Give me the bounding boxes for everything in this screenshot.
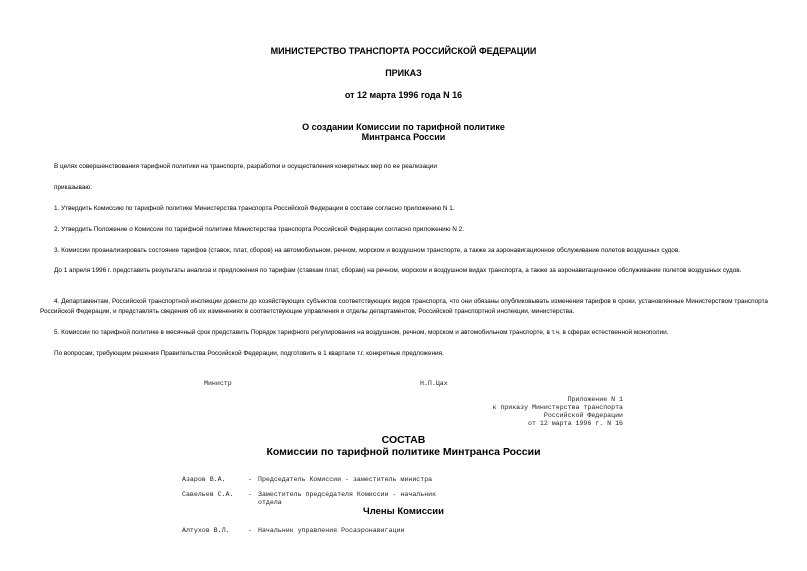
paragraph-6: По вопросам, требующим решения Правительства Российской Федерации, подготовить в 1 квартале т.г. конкретные предложения. (54, 350, 444, 357)
member-role: Заместитель председателя Комиссии - начальник (258, 491, 437, 498)
member-role: Председатель Комиссии - заместитель министра (258, 476, 433, 483)
paragraph-1: 1. Утвердить Комиссию по тарифной политике Министерства транспорта Российской Федерации в составе согласно приложению N 1. (54, 205, 455, 212)
paragraph-4: 4. Департаментам, Российской транспортной инспекции довести до хозяйствующих субъектов соответствующих видов транспорта, что они обязаны опубликовывать изменения тарифов в сроки, установленные Министерством транспорта Российской Федерации, и представлять сведения об их изменениях в соответствующие управления и отделы департаментов, Российской транспортной инспекции, министерства. (40, 298, 768, 315)
ministry-header: МИНИСТЕРСТВО ТРАНСПОРТА РОССИЙСКОЙ ФЕДЕРАЦИИ (270, 46, 537, 56)
paragraph-2: 2. Утвердить Положение о Комиссии по тарифной политике Министерства транспорта Российской Федерации согласно приложению N 2. (54, 226, 465, 233)
member-dash: - (248, 527, 252, 534)
member-name: Савельев С.А. (182, 491, 234, 498)
composition-subtitle: Комиссии по тарифной политике Минтранса России (266, 446, 541, 458)
member-role-cont: отдела (258, 499, 282, 506)
member-name: Алтухов В.Л. (182, 527, 230, 534)
appendix-line2: к приказу Министерства транспорта (492, 404, 623, 411)
member-role: Начальник управления Росаэронавигации (258, 527, 405, 534)
order-date: от 12 марта 1996 года N 16 (344, 90, 463, 100)
paragraph-3: 3. Комиссии проанализировать состояние тарифов (ставок, плат, сборов) на автомобильном, речном, морском и воздушном транспорте, а также за аэронавигационное обслуживание полетов воздушных судов. (54, 247, 681, 254)
paragraph-5: 5. Комиссии по тарифной политике в месячный срок представить Порядок тарифного регулирования на воздушном, речном, морском и автомобильном транспорте, в т.ч. в сферах естественной монополии. (54, 329, 669, 336)
signature-name: Н.П.Цах (420, 380, 448, 387)
composition-title: СОСТАВ (381, 434, 426, 446)
appendix-line3: Российской Федерации (543, 412, 623, 419)
order-header: ПРИКАЗ (385, 68, 422, 78)
members-title: Члены Комиссии (363, 506, 444, 517)
appendix-line1: Приложение N 1 (567, 396, 623, 403)
member-dash: - (248, 476, 252, 483)
member-dash: - (248, 491, 252, 498)
appendix-line4: от 12 марта 1996 г. N 16 (528, 420, 623, 427)
order-word: приказываю: (54, 184, 92, 191)
paragraph-3b: До 1 апреля 1996 г. представить результаты анализа и предложения по тарифам (ставкам плат, сборам) на речном, морском и воздушном видах транспорта, а также за аэронавигационное обслуживание полетов воздушных судов. (54, 267, 742, 274)
order-title-line1: О создании Комиссии по тарифной политике (302, 122, 505, 132)
intro-paragraph: В целях совершенствования тарифной политики на транспорте, разработки и осуществления конкретных мер по ее реализации (54, 163, 437, 170)
signature-position: Министр (204, 380, 232, 387)
order-title-line2: Минтранса России (361, 132, 446, 142)
member-name: Азаров В.А. (182, 476, 226, 483)
